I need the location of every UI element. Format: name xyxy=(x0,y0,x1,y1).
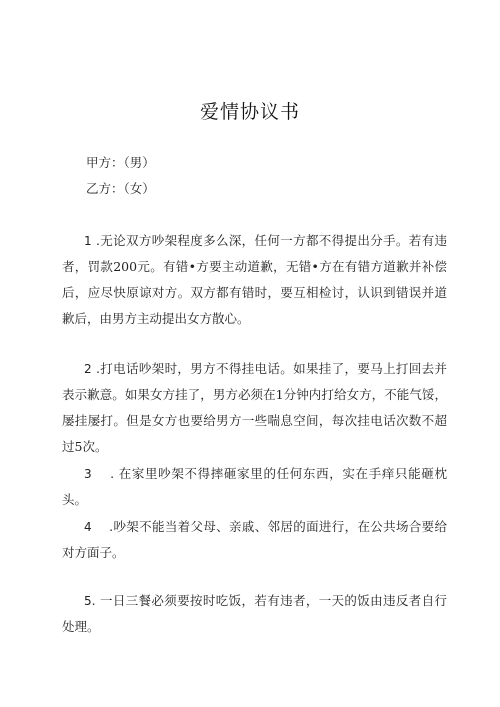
document-title: 爱情协议书 xyxy=(199,101,300,123)
clause-number: 5 xyxy=(84,594,92,608)
clause-3 xyxy=(62,461,447,513)
clause-text: . 一日三餐必须要按时吃饭，若有违者，一天的饭由违反者自行处理。 xyxy=(62,593,447,634)
clause-1 xyxy=(62,228,447,332)
party-a-line: 甲方：（男） xyxy=(86,155,155,170)
clause-5 xyxy=(62,588,447,640)
clause-number: 2 xyxy=(84,362,92,376)
clause-text: .打电话吵架时，男方不得挂电话。如果挂了，要马上打回去并表示歉意。如果女方挂了，男方必须在1分钟内打给女方，不能气馁，屡挂屡打。但是女方也要给男方一些喘息空间，每次挂电话次数不超过5次。 xyxy=(62,361,447,454)
clause-number: 3 xyxy=(84,467,92,481)
clause-text: . 在家里吵架不得摔砸家里的任何东西，实在手痒只能砸枕头。 xyxy=(62,466,447,507)
clause-number: 1 xyxy=(84,234,92,248)
clause-text: .吵架不能当着父母、亲戚、邻居的面进行，在公共场合要给对方面子。 xyxy=(62,519,447,560)
party-b-line: 乙方：（女） xyxy=(86,181,155,196)
clause-number: 4 xyxy=(84,520,92,534)
clause-text: .无论双方吵架程度多么深，任何一方都不得提出分手。若有违者，罚款200元。有错•方要主动道歉，无错•方在有错方道歉并补偿后，应尽快原谅对方。双方都有错时，要互相检讨，认识到错误并道歉后，由男方主动提出女方散心。 xyxy=(62,233,447,326)
clause-4 xyxy=(62,514,447,566)
clause-2 xyxy=(62,356,447,460)
